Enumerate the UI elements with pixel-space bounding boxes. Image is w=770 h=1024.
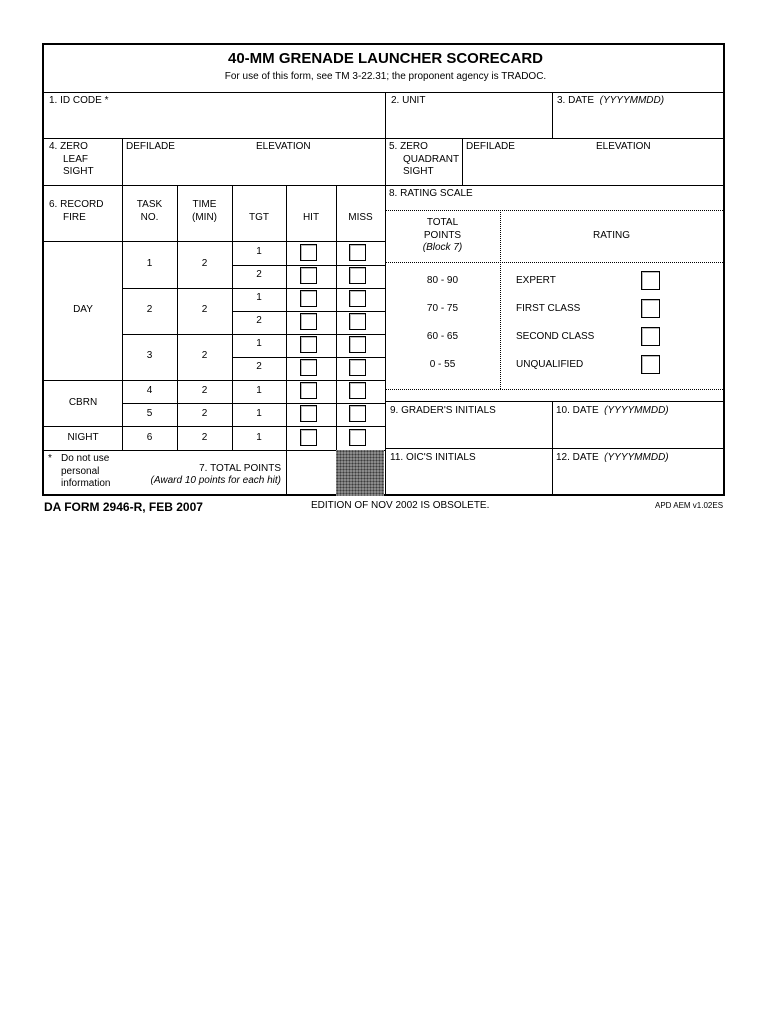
privacy-note-text: Do not use personal information (61, 453, 111, 489)
miss-checkbox[interactable] (349, 359, 366, 376)
task-5-tgt-1: 1 (256, 408, 262, 419)
hit-checkbox[interactable] (300, 267, 317, 284)
shaded-cell (336, 450, 384, 496)
zero-quadrant-sight-label: 5. ZERO QUADRANT SIGHT (389, 141, 460, 177)
zero-leaf-sight-label: 4. ZERO LEAF SIGHT (49, 141, 94, 177)
graders-initials-label: 9. GRADER'S INITIALS (390, 405, 496, 416)
rating-range-unqualified: 0 - 55 (429, 359, 456, 370)
miss-checkbox[interactable] (349, 313, 366, 330)
rating-label-expert: EXPERT (516, 275, 556, 286)
task-1-tgt-1: 1 (256, 246, 262, 257)
unit-label: 2. UNIT (391, 95, 426, 106)
record-fire-header: 6. RECORD FIRE (49, 199, 104, 223)
miss-checkbox[interactable] (349, 405, 366, 422)
miss-checkbox[interactable] (349, 429, 366, 446)
total-points-field[interactable] (287, 451, 335, 495)
rating-checkbox-expert[interactable] (641, 271, 660, 290)
rating-checkbox-unqualified[interactable] (641, 355, 660, 374)
rule-row2 (44, 185, 723, 186)
rating-checkbox-first-class[interactable] (641, 299, 660, 318)
task-3-no: 3 (146, 350, 153, 361)
leaf-elevation-label: ELEVATION (256, 141, 311, 152)
group-night: NIGHT (67, 432, 99, 443)
hit-checkbox[interactable] (300, 405, 317, 422)
task-6-tgt-1: 1 (256, 432, 262, 443)
rating-scale-label: 8. RATING SCALE (389, 188, 473, 199)
date-field[interactable] (556, 107, 720, 137)
quadrant-defilade-label: DEFILADE (466, 141, 515, 152)
version-tag: APD AEM v1.02ES (655, 501, 724, 510)
rating-label-unqualified: UNQUALIFIED (516, 359, 584, 370)
task-2-no: 2 (146, 304, 153, 315)
task-2-tgt-1: 1 (256, 292, 262, 303)
miss-header: MISS (348, 212, 373, 223)
rating-range-first-class: 70 - 75 (426, 303, 459, 314)
unit-field[interactable] (389, 107, 549, 137)
task-6-no: 6 (146, 432, 153, 443)
edition-note: EDITION OF NOV 2002 IS OBSOLETE. (311, 500, 490, 511)
oics-initials-label: 11. OIC'S INITIALS (390, 452, 476, 463)
graders-initials-field[interactable] (388, 417, 548, 447)
hit-header: HIT (302, 212, 320, 223)
rating-checkbox-second-class[interactable] (641, 327, 660, 346)
hit-checkbox[interactable] (300, 244, 317, 261)
miss-checkbox[interactable] (349, 290, 366, 307)
total-points-label: 7. TOTAL POINTS (199, 463, 281, 474)
leaf-defilade-label: DEFILADE (126, 141, 175, 152)
date12-label: 12. DATE (YYYYMMDD) (556, 452, 669, 463)
date10-field[interactable] (555, 417, 720, 447)
hit-checkbox[interactable] (300, 290, 317, 307)
task-2-time: 2 (201, 304, 208, 315)
task-4-tgt-1: 1 (256, 385, 262, 396)
hit-checkbox[interactable] (300, 336, 317, 353)
date-format-hint: (YYYYMMDD) (599, 95, 665, 106)
task-2-tgt-2: 2 (256, 315, 262, 326)
rating-header: RATING (592, 230, 631, 241)
rating-points-header: TOTAL POINTS (Block 7) (422, 217, 463, 253)
rating-label-first-class: FIRST CLASS (516, 303, 581, 314)
hit-checkbox[interactable] (300, 359, 317, 376)
hit-checkbox[interactable] (300, 382, 317, 399)
rule-row1 (44, 138, 723, 139)
rating-range-second-class: 60 - 65 (426, 331, 459, 342)
miss-checkbox[interactable] (349, 336, 366, 353)
form-title: 40-MM GRENADE LAUNCHER SCORECARD (227, 50, 543, 67)
total-points-hint: (Award 10 points for each hit) (150, 475, 281, 486)
oics-initials-field[interactable] (388, 464, 548, 494)
task-4-time: 2 (201, 385, 208, 396)
task-3-time: 2 (201, 350, 208, 361)
task-1-tgt-2: 2 (256, 269, 262, 280)
date-label: 3. DATE (YYYYMMDD) (557, 95, 665, 106)
task-no-header: TASK NO. (136, 199, 163, 223)
hit-checkbox[interactable] (300, 429, 317, 446)
quadrant-elevation-label: ELEVATION (596, 141, 651, 152)
miss-checkbox[interactable] (349, 382, 366, 399)
id-code-field[interactable] (48, 95, 385, 138)
time-min-header: TIME (MIN) (192, 199, 217, 223)
hit-checkbox[interactable] (300, 313, 317, 330)
task-5-time: 2 (201, 408, 208, 419)
rating-label-second-class: SECOND CLASS (516, 331, 595, 342)
task-4-no: 4 (146, 385, 153, 396)
task-6-time: 2 (201, 432, 208, 443)
task-1-time: 2 (201, 258, 208, 269)
rule-header (44, 92, 723, 93)
group-cbrn: CBRN (68, 397, 98, 408)
task-1-no: 1 (146, 258, 153, 269)
task-3-tgt-1: 1 (256, 338, 262, 349)
tgt-header: TGT (249, 212, 269, 223)
form-subtitle: For use of this form, see TM 3-22.31; the proponent agency is TRADOC. (224, 71, 547, 82)
group-day: DAY (73, 304, 93, 315)
miss-checkbox[interactable] (349, 267, 366, 284)
task-5-no: 5 (146, 408, 153, 419)
form-id: DA FORM 2946-R, FEB 2007 (44, 500, 203, 514)
privacy-note: * (48, 453, 52, 464)
scorecard-form (42, 43, 725, 496)
id-code-label: 1. ID CODE * (49, 95, 109, 106)
date12-field[interactable] (555, 464, 720, 494)
task-3-tgt-2: 2 (256, 361, 262, 372)
rating-range-expert: 80 - 90 (426, 275, 459, 286)
miss-checkbox[interactable] (349, 244, 366, 261)
date10-label: 10. DATE (YYYYMMDD) (556, 405, 669, 416)
